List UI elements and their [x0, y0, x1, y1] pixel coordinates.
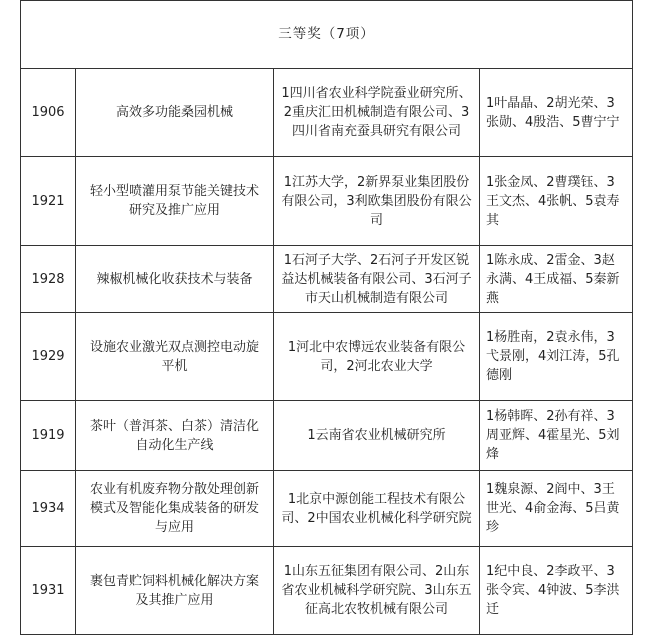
project-people: 1魏泉源、2阎中、3王世光、4俞金海、5吕黄珍: [480, 471, 633, 547]
award-table: [20, 0, 633, 635]
project-id: 1928: [21, 246, 76, 313]
project-id: 1921: [21, 157, 76, 246]
project-name: 农业有机废弃物分散处理创新模式及智能化集成装备的研发与应用: [76, 471, 274, 547]
project-name: 轻小型喷灌用泵节能关键技术研究及推广应用: [76, 157, 274, 246]
section-header-row: [21, 1, 633, 69]
table-row: [21, 157, 633, 246]
project-units: 1云南省农业机械研究所: [274, 401, 480, 471]
project-id: 1919: [21, 401, 76, 471]
project-people: 1杨韩晖、2孙有祥、3周亚辉、4霍星光、5刘烽: [480, 401, 633, 471]
project-name: 设施农业激光双点测控电动旋平机: [76, 313, 274, 401]
project-people: 1叶晶晶、2胡光荣、3张勋、4殷浩、5曹宁宁: [480, 69, 633, 157]
project-units: 1山东五征集团有限公司、2山东省农业机械科学研究院、3山东五征高北农牧机械有限公司: [274, 547, 480, 635]
project-name: 茶叶（普洱茶、白茶）清洁化自动化生产线: [76, 401, 274, 471]
project-units: 1北京中源创能工程技术有限公司、2中国农业机械化科学研究院: [274, 471, 480, 547]
table-row: [21, 471, 633, 547]
project-units: 1江苏大学，2新界泵业集团股份有限公司，3利欧集团股份有限公司: [274, 157, 480, 246]
project-people: 1张金凤、2曹璞钰、3王文杰、4张帆、5袁寿其: [480, 157, 633, 246]
project-name: 裹包青贮饲料机械化解决方案及其推广应用: [76, 547, 274, 635]
table-row: [21, 401, 633, 471]
project-units: 1石河子大学、2石河子开发区锐益达机械装备有限公司、3石河子市天山机械制造有限公司: [274, 246, 480, 313]
project-units: 1河北中农博远农业装备有限公司，2河北农业大学: [274, 313, 480, 401]
project-id: 1934: [21, 471, 76, 547]
project-people: 1杨胜南，2袁永伟，3弋景刚，4刘江涛，5孔德刚: [480, 313, 633, 401]
section-title: 三等奖（7项）: [21, 1, 633, 69]
award-table-page: [20, 0, 632, 635]
table-row: [21, 313, 633, 401]
project-id: 1929: [21, 313, 76, 401]
table-row: [21, 246, 633, 313]
project-id: 1931: [21, 547, 76, 635]
project-name: 高效多功能桑园机械: [76, 69, 274, 157]
project-people: 1纪中良、2李政平、3张令宾、4钟波、5李洪迁: [480, 547, 633, 635]
project-people: 1陈永成、2雷金、3赵永满、4王成福、5秦新燕: [480, 246, 633, 313]
project-name: 辣椒机械化收获技术与装备: [76, 246, 274, 313]
table-row: [21, 69, 633, 157]
project-id: 1906: [21, 69, 76, 157]
project-units: 1四川省农业科学院蚕业研究所、2重庆汇田机械制造有限公司、3四川省南充蚕具研究有限公司: [274, 69, 480, 157]
table-row: [21, 547, 633, 635]
